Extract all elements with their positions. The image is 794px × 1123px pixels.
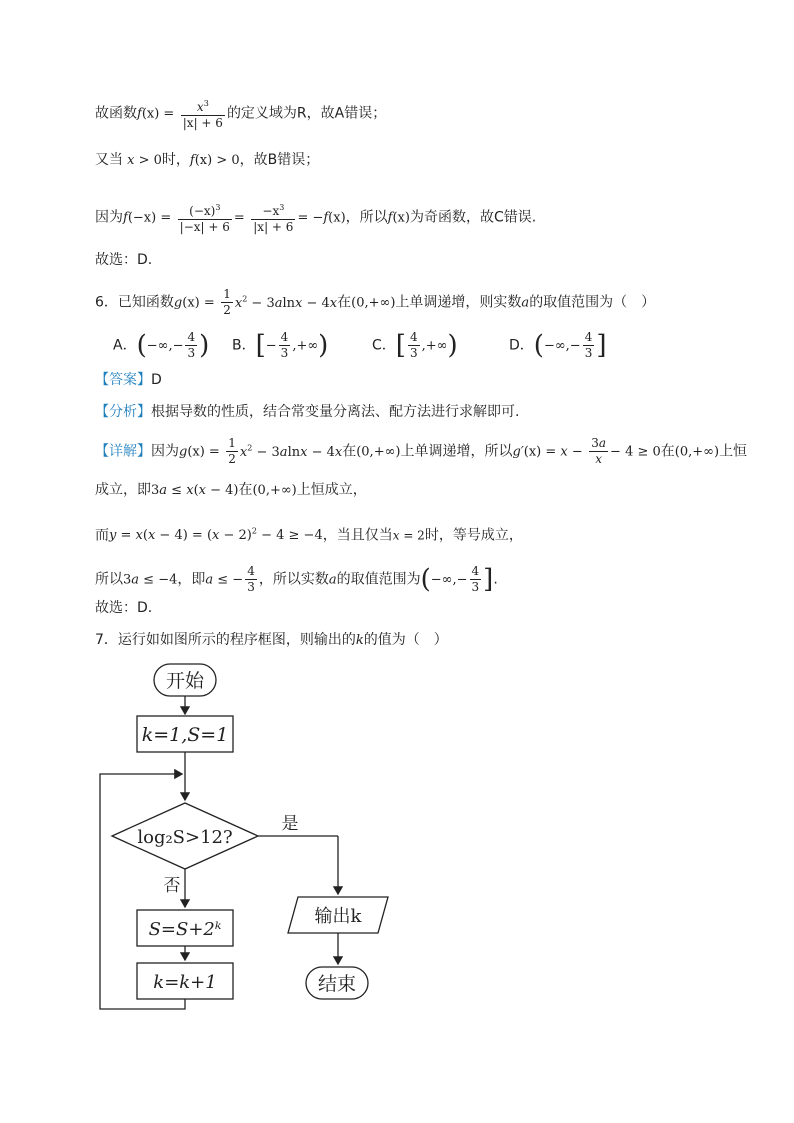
step2-label: k=k+1 [153, 972, 217, 993]
option-a[interactable]: A．(−∞,− $\frac{4}{3}$ ) [113, 330, 210, 361]
start-label: 开始 [165, 670, 205, 692]
question-6: 6．已知函数g(x) = $\frac{1}{2}$ $x^2 - 3alnx - 4x$在(0,+∞)上单调递增，则实数a的取值范围为（ ） [95, 287, 656, 317]
yes-label: 是 [281, 814, 299, 834]
solution-line-3: 而$y = x(x - 4) = (x - 2)^2 - 4 \ge -4$，当且仅当x = 2时，等号成立， [95, 527, 523, 544]
init-label: k=1,S=1 [141, 724, 229, 746]
option-d[interactable]: D．(−∞,− $\frac{4}{3}$ ] [509, 330, 607, 361]
step1-label: S=S+2ᵏ [148, 919, 222, 940]
output-label: 输出k [314, 906, 362, 927]
option-b[interactable]: B．[− $\frac{4}{3}$ ,+∞) [232, 330, 329, 361]
end-label: 结束 [317, 973, 357, 995]
solution-line-1: 【详解】因为g(x) = $\frac{1}{2}$ $x^2 - 3alnx - 4x$在(0,+∞)上单调递增，所以g′(x) = x − $\frac{3a}{x}$ − 4 ≥ 0在(0,+∞)上恒 [95, 436, 748, 466]
text-line-2: 又当 x > 0时，f(x) > 0，故B错误； [95, 152, 320, 168]
answer-choice-line: 故选：D. [95, 252, 153, 268]
condition-label: log₂S>12? [137, 827, 233, 848]
answer-line: 【答案】D [95, 372, 162, 388]
option-c[interactable]: C．[ $\frac{4}{3}$ ,+∞) [372, 330, 458, 361]
answer-choice-line-2: 故选：D. [95, 600, 153, 616]
question-7: 7．运行如如图所示的程序框图，则输出的k的值为（ ） [95, 632, 448, 648]
no-label: 否 [163, 876, 181, 896]
text-line-1: 故函数f(x) = $\frac{x^3}{|x| + 6}$ 的定义域为R，故A错误； [95, 96, 386, 131]
fraction: $\frac{x^3}{|x| + 6}$ [181, 96, 225, 131]
solution-line-4: 所以3a ≤ −4，即a ≤ − $\frac{4}{3}$ ，所以实数a的取值范围为(−∞,− $\frac{4}{3}$ ]. [95, 564, 498, 595]
analysis-line: 【分析】根据导数的性质，结合常变量分离法、配方法进行求解即可. [95, 404, 520, 420]
solution-line-2: 成立，即3a ≤ x(x − 4)在(0,+∞)上恒成立， [95, 482, 367, 498]
text-line-3: 因为f(−x) = $\frac{(-x)^3}{|-x| + 6}$ = $\frac{-x^3}{|x| + 6}$ = −f(x)，所以f(x)为奇函数，故C错误. [95, 200, 536, 235]
